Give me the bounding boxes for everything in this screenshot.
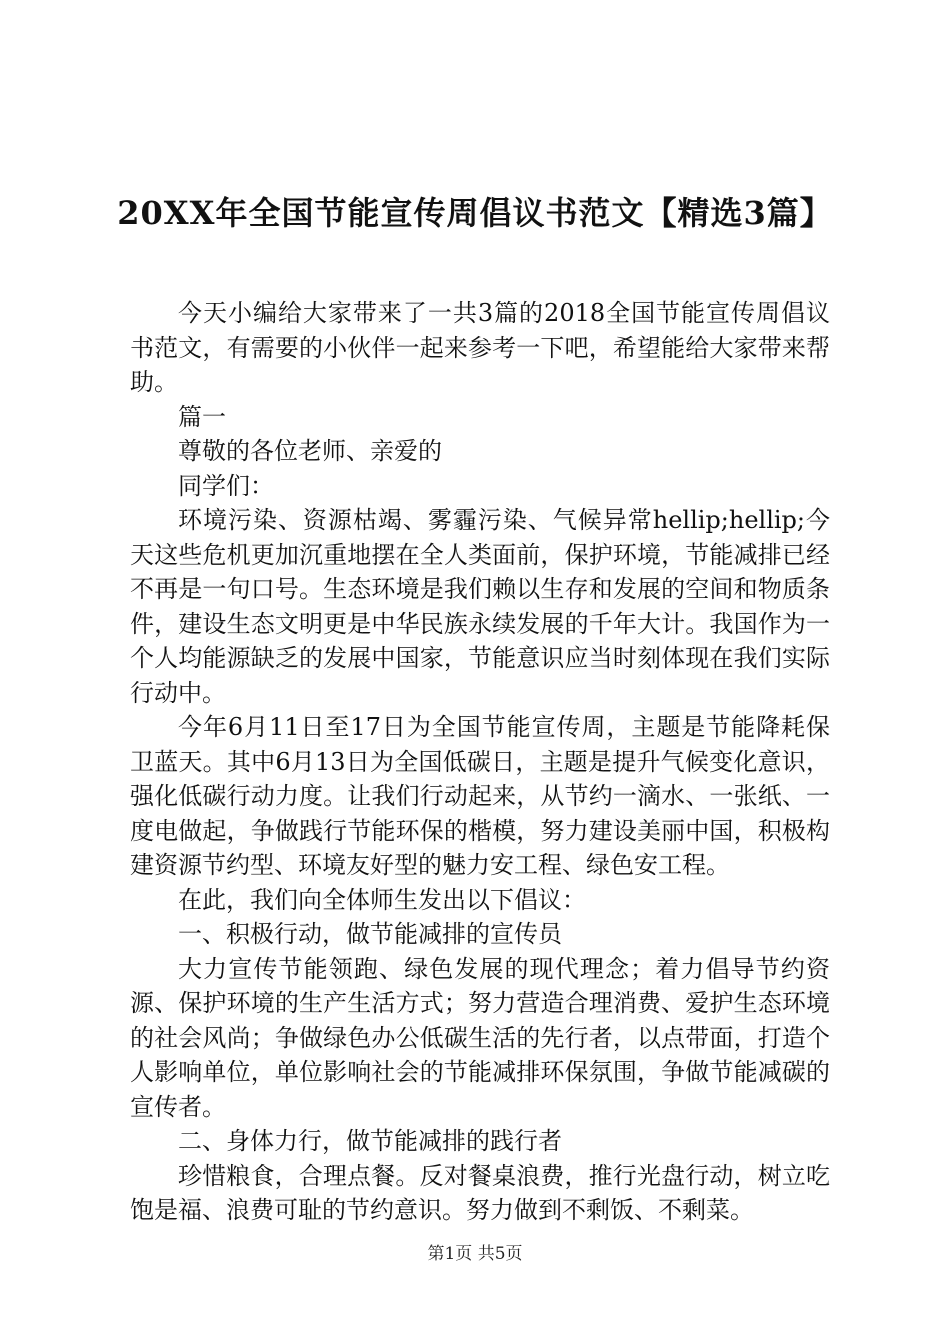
body-paragraph: 在此，我们向全体师生发出以下倡议：	[178, 885, 586, 914]
section-heading: 二、身体力行，做节能减排的践行者	[178, 1127, 562, 1155]
document-title: 20XX年全国节能宣传周倡议书范文【精选3篇】	[117, 194, 833, 232]
body-paragraph: 今年6月11日至17日为全国节能宣传周，主题是节能降耗保卫蓝天。其中6月13日为全国低碳日，主题是提升气候变化意识，强化低碳行动力度。让我们行动起来，从节约一滴水、一张纸、一度电做起，争做践行节能环保的楷模，努力建设美丽中国，积极构建资源节约型、环境友好型的魅力安工程、绿色安工程。	[130, 713, 830, 879]
salutation-line: 尊敬的各位老师、亲爱的	[178, 437, 442, 465]
section-label: 篇一	[178, 402, 226, 431]
body-paragraph: 环境污染、资源枯竭、雾霾污染、气候异常hellip;hellip;今天这些危机更加沉重地摆在全人类面前，保护环境，节能减排已经不再是一句口号。生态环境是我们赖以生存和发展的空间和物质条件，建设生态文明更是中华民族永续发展的千年大计。我国作为一个人均能源缺乏的发展中国家，节能意识应当时刻体现在我们实际行动中。	[130, 506, 830, 707]
body-paragraph: 珍惜粮食，合理点餐。反对餐桌浪费，推行光盘行动，树立吃饱是福、浪费可耻的节约意识。努力做到不剩饭、不剩菜。	[130, 1161, 830, 1224]
intro-paragraph: 今天小编给大家带来了一共3篇的2018全国节能宣传周倡议书范文，有需要的小伙伴一起来参考一下吧，希望能给大家带来帮助。	[130, 299, 830, 396]
page-footer: 第1页 共5页	[427, 1244, 523, 1264]
section-heading: 一、积极行动，做节能减排的宣传员	[178, 920, 562, 948]
body-paragraph: 大力宣传节能领跑、绿色发展的现代理念；着力倡导节约资源、保护环境的生产生活方式；努力营造合理消费、爱护生态环境的社会风尚；争做绿色办公低碳生活的先行者，以点带面，打造个人影响单位，单位影响社会的节能减排环保氛围，争做节能减碳的宣传者。	[130, 954, 830, 1121]
document-body	[130, 296, 830, 1228]
salutation-line: 同学们：	[178, 471, 274, 500]
